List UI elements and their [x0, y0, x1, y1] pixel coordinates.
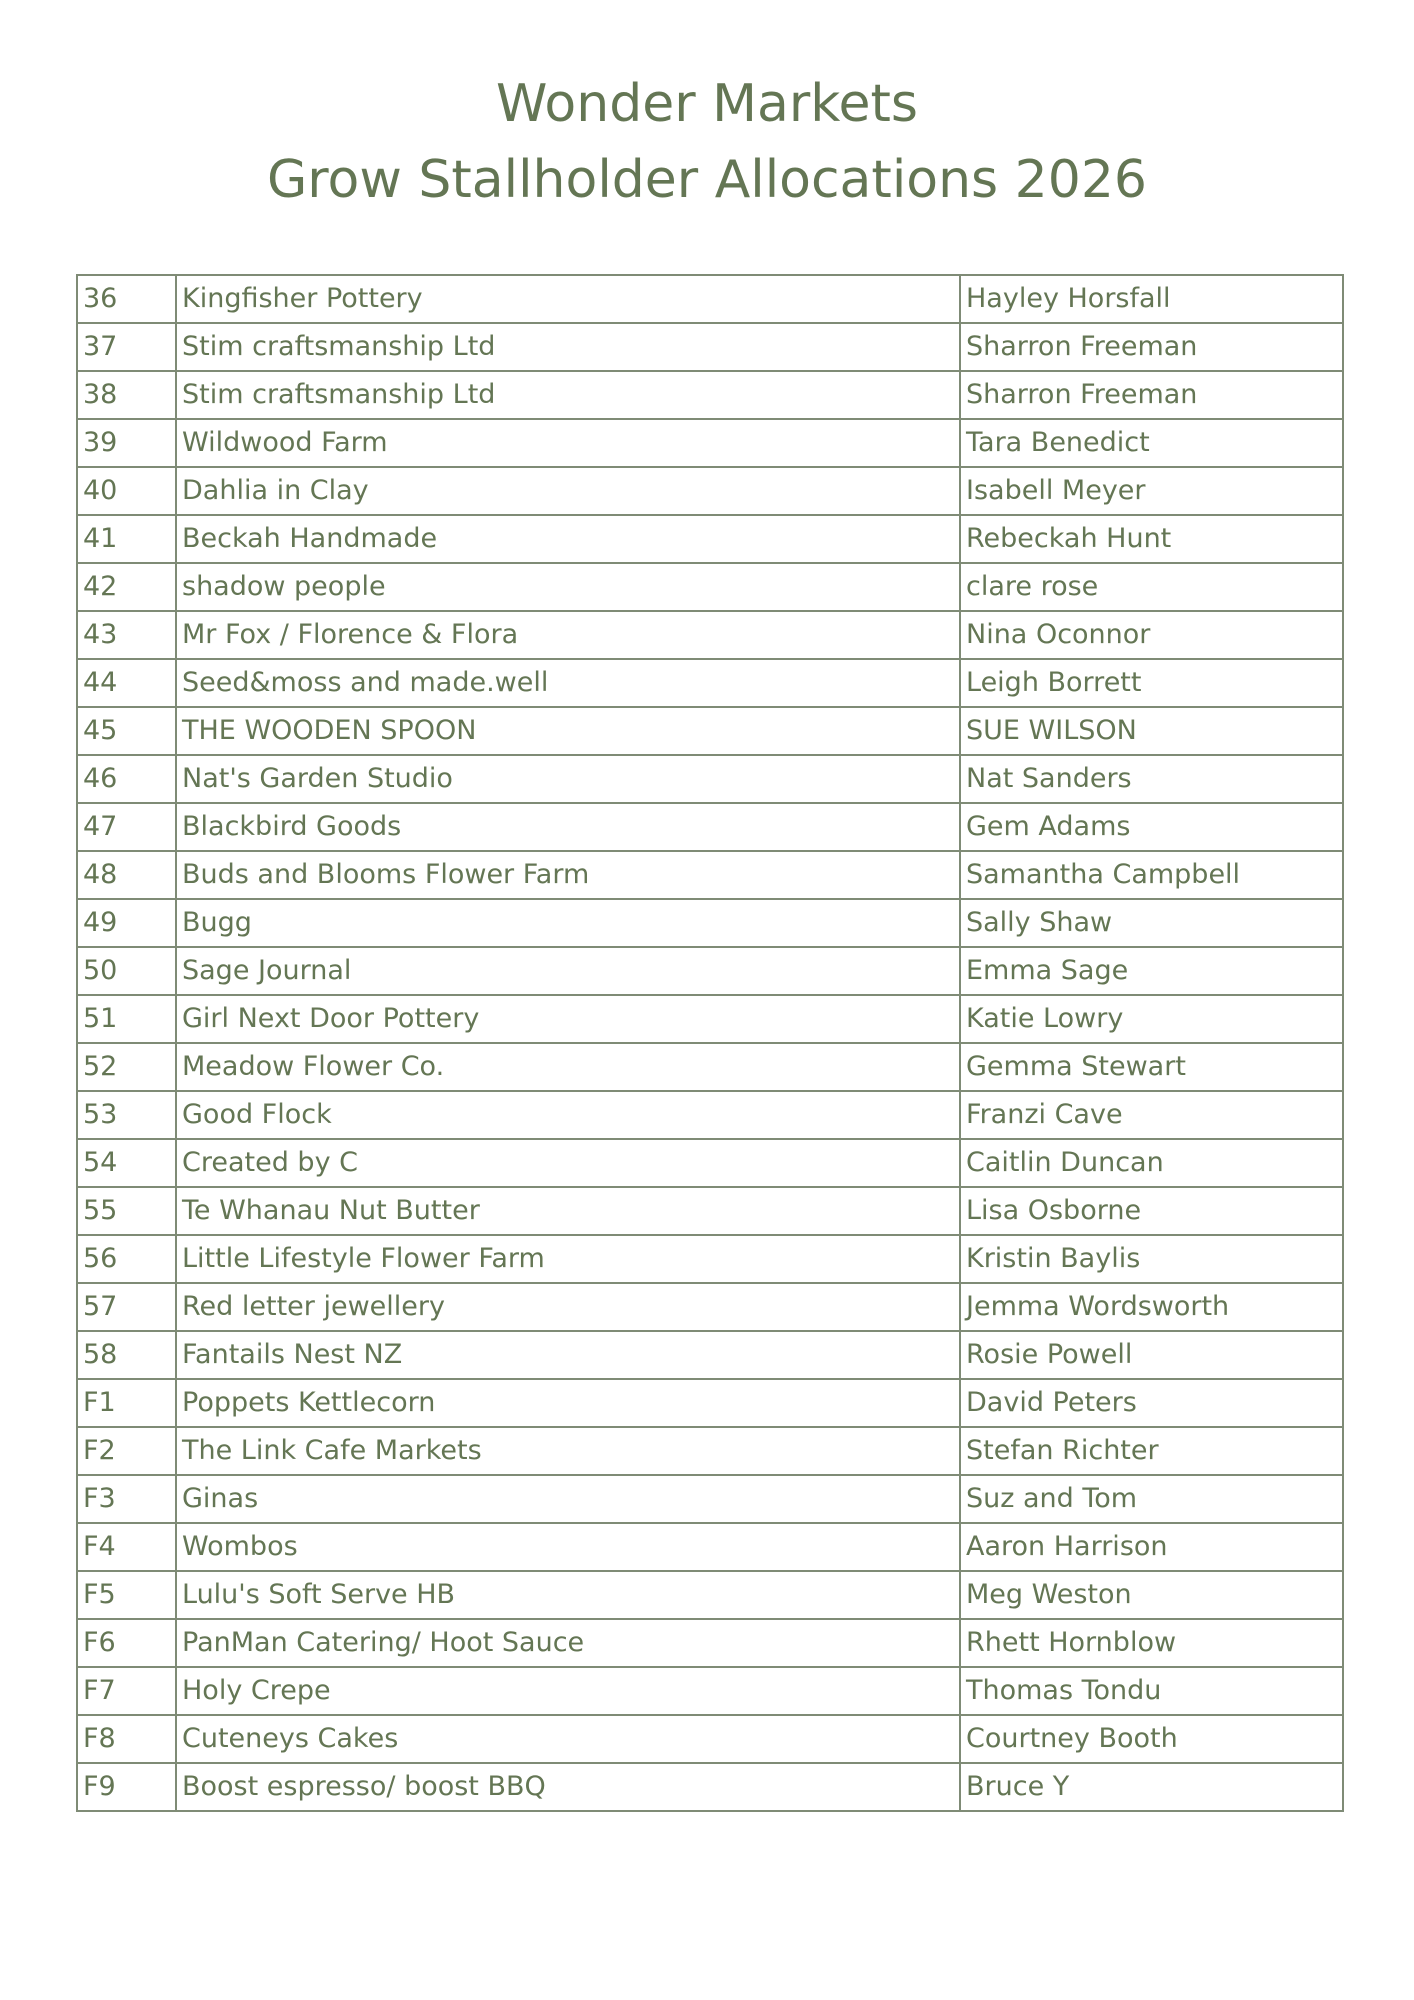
stall-name-cell: Mr Fox / Florence & Flora [176, 611, 960, 659]
page-title: Wonder Markets [496, 74, 918, 134]
table-row [77, 1763, 1343, 1811]
stall-name-cell: Poppets Kettlecorn [176, 1379, 960, 1427]
stall-name-cell: Stim craftsmanship Ltd [176, 371, 960, 419]
stall-name-cell: Wildwood Farm [176, 419, 960, 467]
document-header [0, 66, 1414, 218]
allocation-table [76, 274, 1344, 1812]
stallholder-name-cell: Rebeckah Hunt [960, 515, 1343, 563]
site-number-cell: F2 [77, 1427, 176, 1475]
site-number-cell: 36 [77, 275, 176, 323]
stall-name-cell: Cuteneys Cakes [176, 1715, 960, 1763]
table-row [77, 1139, 1343, 1187]
page-subtitle: Grow Stallholder Allocations 2026 [267, 150, 1147, 210]
stall-name-cell: Blackbird Goods [176, 803, 960, 851]
table-row [77, 995, 1343, 1043]
stallholder-name-cell: Rhett Hornblow [960, 1619, 1343, 1667]
stall-name-cell: Sage Journal [176, 947, 960, 995]
stallholder-name-cell: Lisa Osborne [960, 1187, 1343, 1235]
stallholder-name-cell: Sharron Freeman [960, 323, 1343, 371]
table-row [77, 1427, 1343, 1475]
stallholder-name-cell: Suz and Tom [960, 1475, 1343, 1523]
table-row [77, 899, 1343, 947]
site-number-cell: 44 [77, 659, 176, 707]
table-row [77, 323, 1343, 371]
stallholder-name-cell: Aaron Harrison [960, 1523, 1343, 1571]
stallholder-name-cell: Gemma Stewart [960, 1043, 1343, 1091]
site-number-cell: 45 [77, 707, 176, 755]
table-row [77, 1283, 1343, 1331]
site-number-cell: F4 [77, 1523, 176, 1571]
stallholder-name-cell: Thomas Tondu [960, 1667, 1343, 1715]
table-row [77, 515, 1343, 563]
table-row [77, 419, 1343, 467]
site-number-cell: F1 [77, 1379, 176, 1427]
table-row [77, 1043, 1343, 1091]
stall-name-cell: Good Flock [176, 1091, 960, 1139]
stall-name-cell: Buds and Blooms Flower Farm [176, 851, 960, 899]
stallholder-name-cell: Leigh Borrett [960, 659, 1343, 707]
site-number-cell: 56 [77, 1235, 176, 1283]
stall-name-cell: Te Whanau Nut Butter [176, 1187, 960, 1235]
stallholder-name-cell: Katie Lowry [960, 995, 1343, 1043]
stallholder-name-cell: David Peters [960, 1379, 1343, 1427]
stall-name-cell: Beckah Handmade [176, 515, 960, 563]
allocation-table-body [77, 275, 1343, 1811]
site-number-cell: 50 [77, 947, 176, 995]
table-row [77, 1523, 1343, 1571]
stall-name-cell: Kingfisher Pottery [176, 275, 960, 323]
site-number-cell: 42 [77, 563, 176, 611]
table-row [77, 803, 1343, 851]
site-number-cell: 53 [77, 1091, 176, 1139]
stallholder-name-cell: Meg Weston [960, 1571, 1343, 1619]
site-number-cell: 55 [77, 1187, 176, 1235]
stallholder-name-cell: Nina Oconnor [960, 611, 1343, 659]
stall-name-cell: Red letter jewellery [176, 1283, 960, 1331]
table-row [77, 371, 1343, 419]
stallholder-name-cell: Kristin Baylis [960, 1235, 1343, 1283]
stall-name-cell: PanMan Catering/ Hoot Sauce [176, 1619, 960, 1667]
stallholder-name-cell: Franzi Cave [960, 1091, 1343, 1139]
stall-name-cell: Meadow Flower Co. [176, 1043, 960, 1091]
site-number-cell: 43 [77, 611, 176, 659]
table-row [77, 275, 1343, 323]
table-row [77, 1619, 1343, 1667]
site-number-cell: F8 [77, 1715, 176, 1763]
stallholder-name-cell: Sally Shaw [960, 899, 1343, 947]
site-number-cell: 46 [77, 755, 176, 803]
stallholder-name-cell: Rosie Powell [960, 1331, 1343, 1379]
site-number-cell: 49 [77, 899, 176, 947]
table-row [77, 1091, 1343, 1139]
stallholder-name-cell: Hayley Horsfall [960, 275, 1343, 323]
stallholder-name-cell: Tara Benedict [960, 419, 1343, 467]
table-row [77, 1235, 1343, 1283]
table-row [77, 947, 1343, 995]
site-number-cell: F5 [77, 1571, 176, 1619]
stallholder-name-cell: Emma Sage [960, 947, 1343, 995]
table-row [77, 563, 1343, 611]
table-row [77, 1331, 1343, 1379]
stallholder-name-cell: Courtney Booth [960, 1715, 1343, 1763]
table-row [77, 1667, 1343, 1715]
site-number-cell: F3 [77, 1475, 176, 1523]
stall-name-cell: THE WOODEN SPOON [176, 707, 960, 755]
table-row [77, 707, 1343, 755]
stall-name-cell: shadow people [176, 563, 960, 611]
stallholder-name-cell: Gem Adams [960, 803, 1343, 851]
stallholder-name-cell: SUE WILSON [960, 707, 1343, 755]
site-number-cell: 41 [77, 515, 176, 563]
site-number-cell: 39 [77, 419, 176, 467]
stallholder-name-cell: Sharron Freeman [960, 371, 1343, 419]
stall-name-cell: Seed&moss and made.well [176, 659, 960, 707]
site-number-cell: 40 [77, 467, 176, 515]
site-number-cell: 48 [77, 851, 176, 899]
site-number-cell: 52 [77, 1043, 176, 1091]
stall-name-cell: Holy Crepe [176, 1667, 960, 1715]
table-row [77, 467, 1343, 515]
site-number-cell: 37 [77, 323, 176, 371]
site-number-cell: 38 [77, 371, 176, 419]
stall-name-cell: Boost espresso/ boost BBQ [176, 1763, 960, 1811]
stall-name-cell: Fantails Nest NZ [176, 1331, 960, 1379]
stallholder-name-cell: clare rose [960, 563, 1343, 611]
stall-name-cell: Nat's Garden Studio [176, 755, 960, 803]
stall-name-cell: Stim craftsmanship Ltd [176, 323, 960, 371]
stallholder-name-cell: Nat Sanders [960, 755, 1343, 803]
stall-name-cell: Bugg [176, 899, 960, 947]
table-row [77, 1379, 1343, 1427]
stall-name-cell: Girl Next Door Pottery [176, 995, 960, 1043]
table-row [77, 1187, 1343, 1235]
site-number-cell: F7 [77, 1667, 176, 1715]
site-number-cell: 58 [77, 1331, 176, 1379]
stall-name-cell: The Link Cafe Markets [176, 1427, 960, 1475]
site-number-cell: 57 [77, 1283, 176, 1331]
table-row [77, 755, 1343, 803]
table-row [77, 659, 1343, 707]
stall-name-cell: Little Lifestyle Flower Farm [176, 1235, 960, 1283]
stallholder-name-cell: Stefan Richter [960, 1427, 1343, 1475]
stallholder-name-cell: Caitlin Duncan [960, 1139, 1343, 1187]
stall-name-cell: Dahlia in Clay [176, 467, 960, 515]
stall-name-cell: Wombos [176, 1523, 960, 1571]
stallholder-name-cell: Isabell Meyer [960, 467, 1343, 515]
stall-name-cell: Lulu's Soft Serve HB [176, 1571, 960, 1619]
table-row [77, 1571, 1343, 1619]
site-number-cell: 47 [77, 803, 176, 851]
site-number-cell: 54 [77, 1139, 176, 1187]
site-number-cell: F6 [77, 1619, 176, 1667]
table-row [77, 851, 1343, 899]
site-number-cell: 51 [77, 995, 176, 1043]
table-row [77, 1715, 1343, 1763]
stallholder-name-cell: Jemma Wordsworth [960, 1283, 1343, 1331]
stall-name-cell: Ginas [176, 1475, 960, 1523]
table-row [77, 1475, 1343, 1523]
table-row [77, 611, 1343, 659]
site-number-cell: F9 [77, 1763, 176, 1811]
stall-name-cell: Created by C [176, 1139, 960, 1187]
stallholder-name-cell: Samantha Campbell [960, 851, 1343, 899]
stallholder-name-cell: Bruce Y [960, 1763, 1343, 1811]
